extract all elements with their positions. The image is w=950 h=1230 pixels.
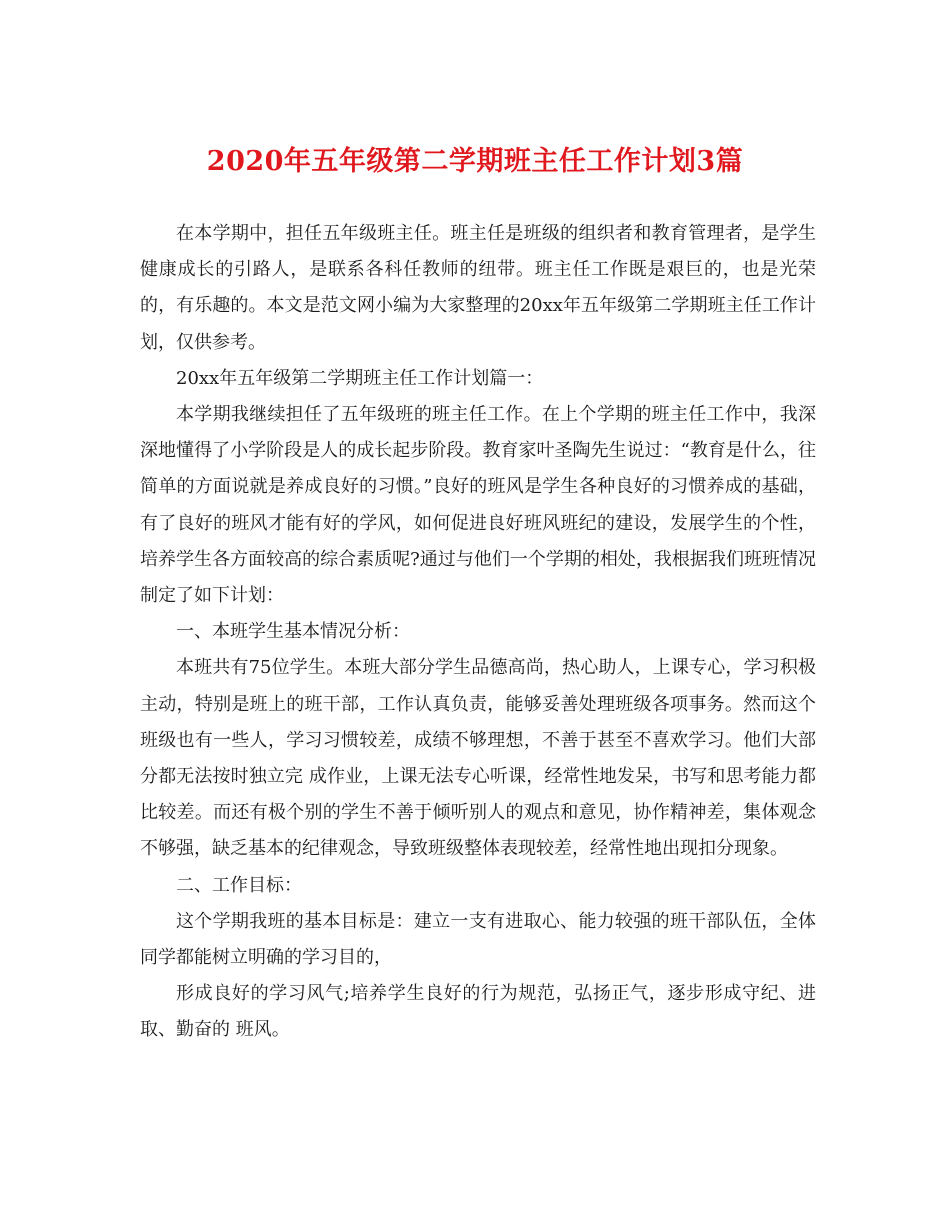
- paragraph-section-heading-plan-one: 20xx年五年级第二学期班主任工作计划篇一：: [176, 367, 544, 389]
- paragraph-class-style: 形成良好的学习风气;培养学生良好的行为规范，弘扬正气，逐步形成守纪、进取、勤奋的 班风。: [140, 983, 816, 1041]
- paragraph-work-goals: 这个学期我班的基本目标是：建立一支有进取心、能力较强的班干部队伍，全体同学都能树立明确的学习目的，: [140, 910, 816, 969]
- paragraph-heading-work-goals: 二、工作目标：: [176, 874, 302, 896]
- document-title: 2020年五年级第二学期班主任工作计划3篇: [206, 146, 744, 177]
- document-body: [140, 216, 816, 1049]
- paragraph-plan-one-intro: 本学期我继续担任了五年级班的班主任工作。在上个学期的班主任工作中，我深深地懂得了小学阶段是人的成长起步阶段。教育家叶圣陶先生说过：“教育是什么，往简单的方面说就是养成良好的习惯。”良好的班风是学生各种良好的习惯养成的基础，有了良好的班风才能有好的学风，如何促进良好班风班纪的建设，发展学生的个性，培养学生各方面较高的综合素质呢?通过与他们一个学期的相处，我根据我们班班情况制定了如下计划：: [140, 404, 816, 607]
- paragraph-intro: 在本学期中，担任五年级班主任。班主任是班级的组织者和教育管理者，是学生健康成长的引路人，是联系各科任教师的纽带。班主任工作既是艰巨的，也是光荣的，有乐趣的。本文是范文网小编为大家整理的20xx年五年级第二学期班主任工作计划，仅供参考。: [140, 223, 816, 353]
- paragraph-student-analysis: 本班共有75位学生。本班大部分学生品德高尚，热心助人，上课专心，学习积极主动，特别是班上的班干部，工作认真负责，能够妥善处理班级各项事务。然而这个班级也有一些人，学习习惯较差，成绩不够理想，不善于甚至不喜欢学习。他们大部分都无法按时独立完 成作业，上课无法专心听课，经常性地发呆，书写和思考能力都比较差。而还有极个别的学生不善于倾听别人的观点和意见，协作精神差，集体观念不够强，缺乏基本的纪律观念，导致班级整体表现较差，经常性地出现扣分现象。: [140, 657, 816, 860]
- paragraph-heading-student-analysis: 一、本班学生基本情况分析：: [176, 621, 410, 643]
